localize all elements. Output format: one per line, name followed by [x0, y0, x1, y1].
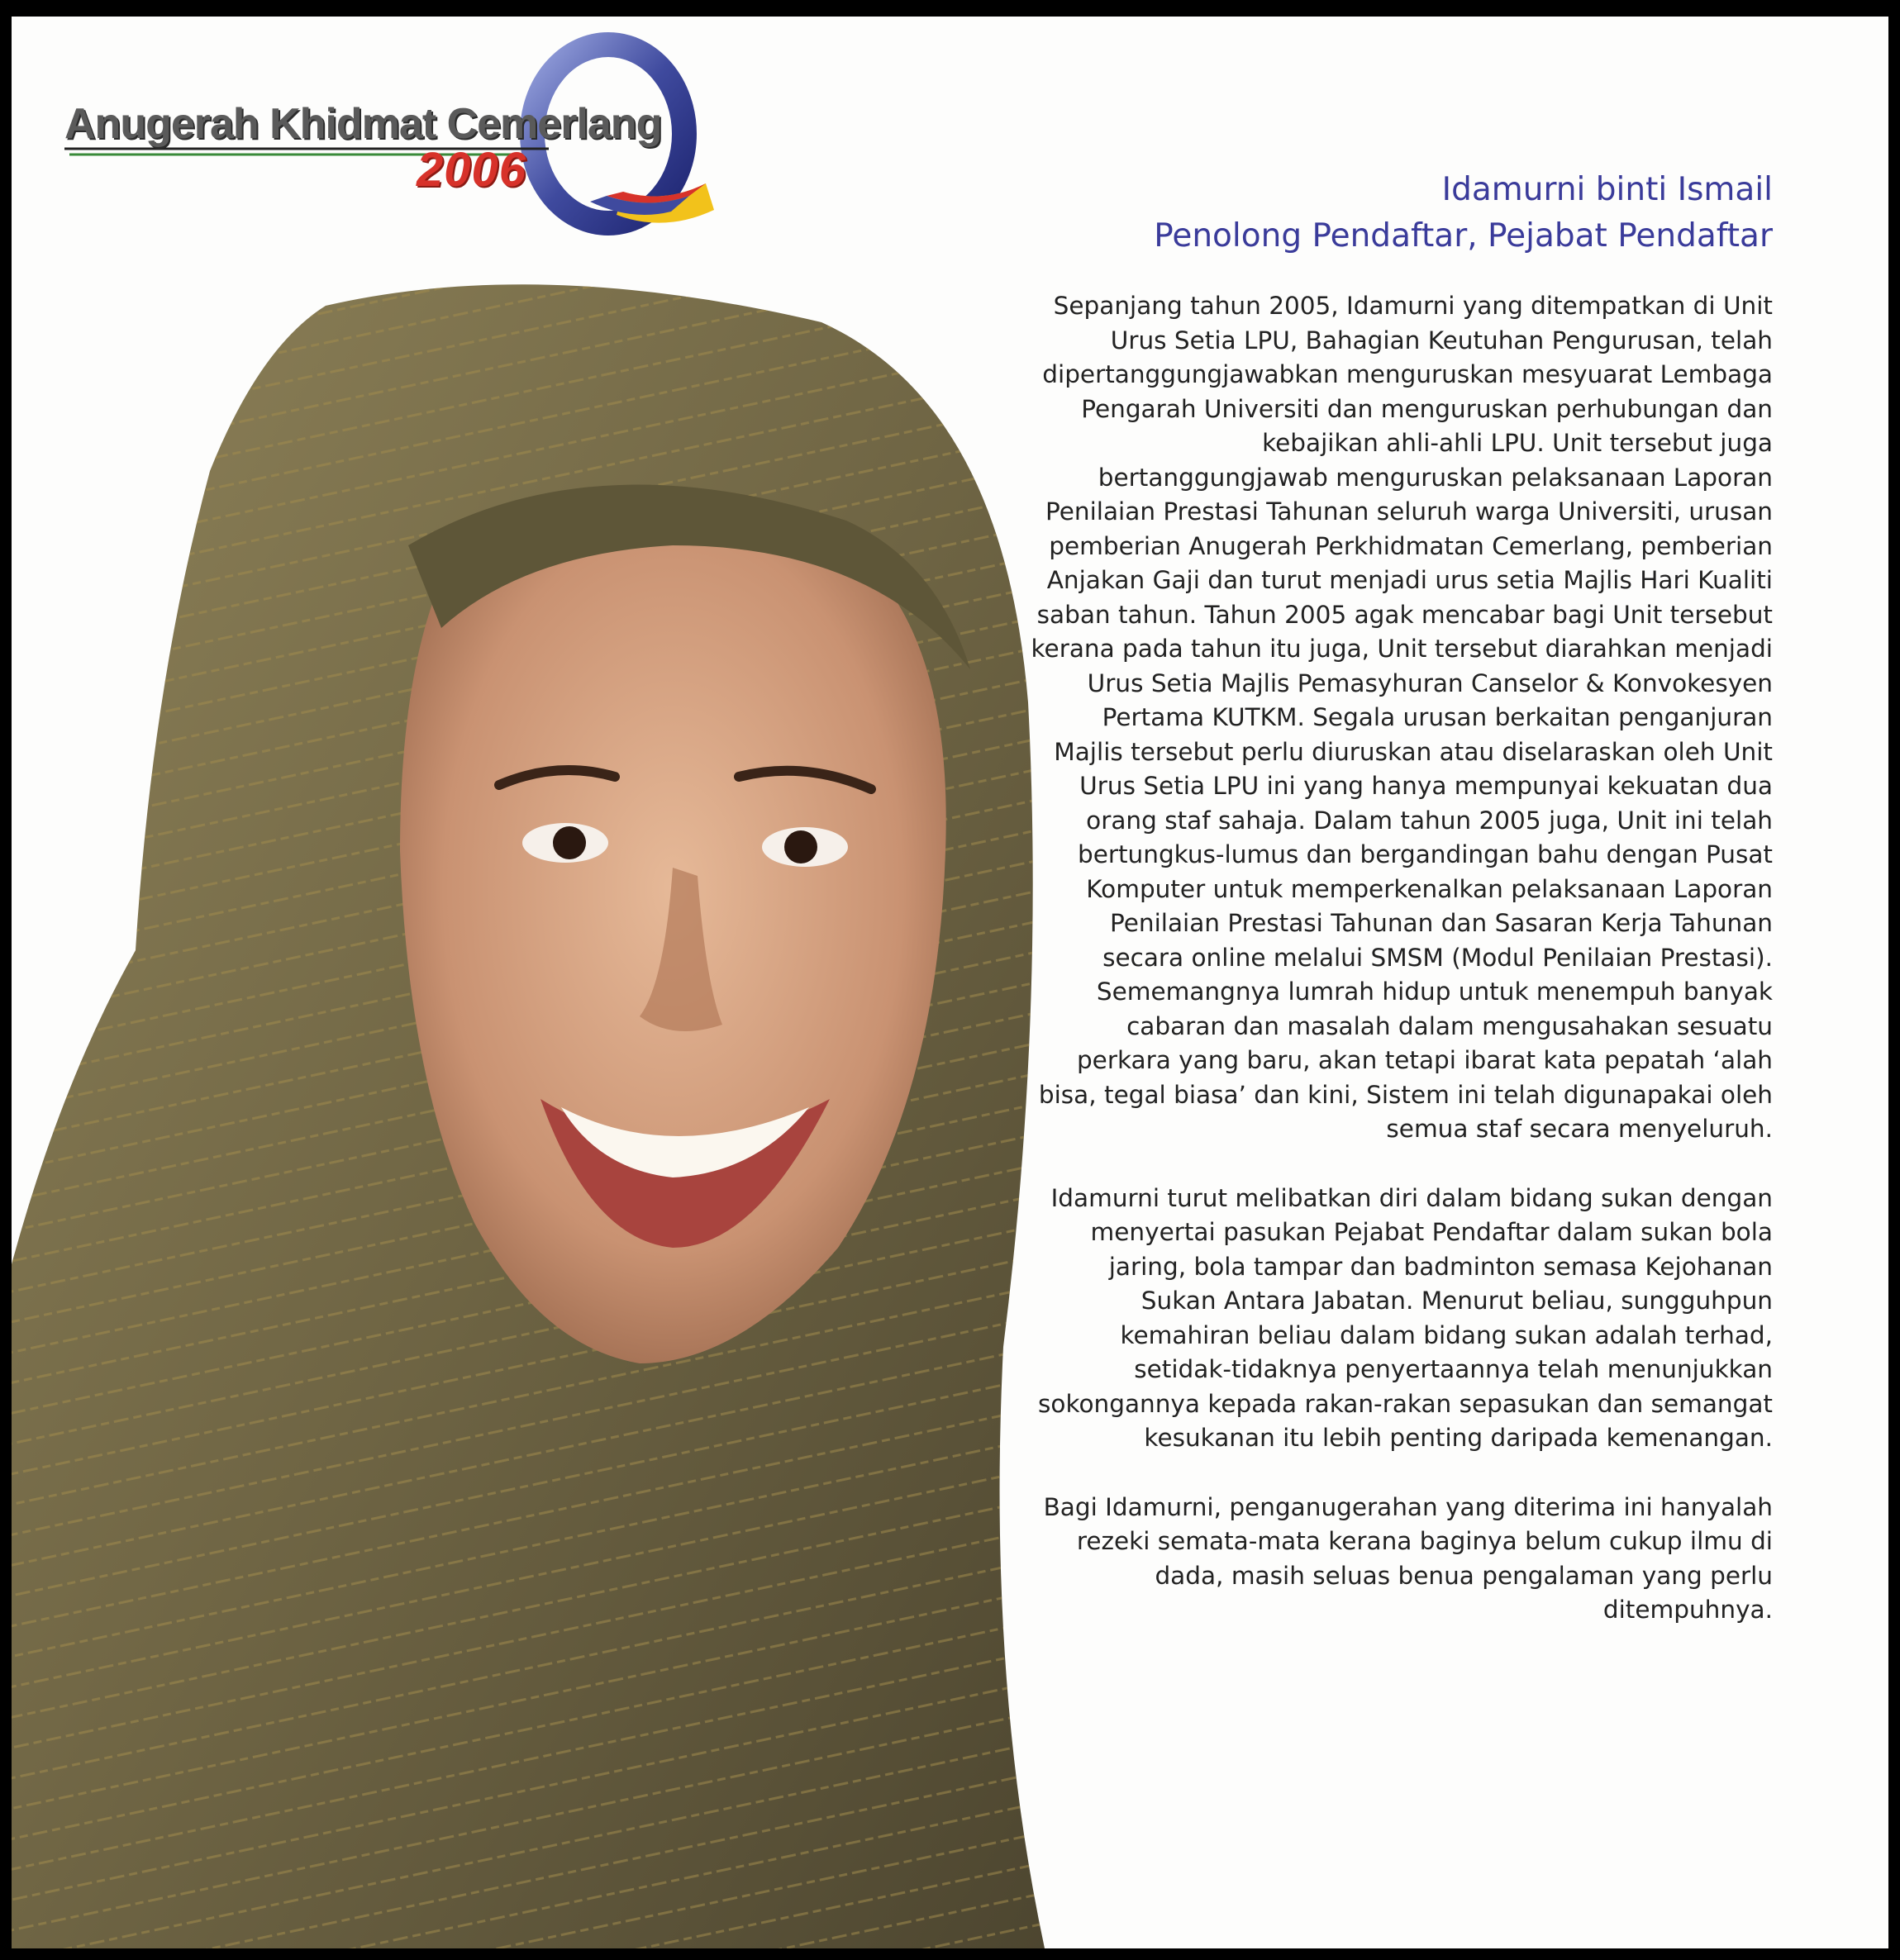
q-emblem-icon: [53, 26, 731, 274]
profile-heading: [1154, 167, 1773, 259]
article-paragraph-3: Bagi Idamurni, penganugerahan yang diterima ini hanyalah rezeki semata-mata kerana baginya belum cukup ilmu di dada, masih seluas benua pengalaman yang perlu ditempuhnya.: [1043, 1492, 1773, 1624]
award-title: Anugerah Khidmat Cemerlang: [64, 100, 662, 148]
article-paragraph-2: Idamurni turut melibatkan diri dalam bidang sukan dengan menyertai pasukan Pejabat Pendaftar dalam sukan bola jaring, bola tampar dan badminton semasa Kejohanan Sukan Antara Jabatan. Menurut beliau, sungguhpun kemahiran beliau dalam bidang sukan adalah terhad, setidak-tidaknya penyertaannya telah menunjukkan sokongannya kepada rakan-rakan sepasukan dan semangat kesukanan itu lebih penting daripada kemenangan.: [1038, 1183, 1773, 1452]
portrait-photo: [12, 273, 1053, 1948]
person-name: Idamurni binti Ismail: [1441, 171, 1773, 208]
award-year: 2006: [417, 143, 527, 197]
article-paragraph-1: Sepanjang tahun 2005, Idamurni yang ditempatkan di Unit Urus Setia LPU, Bahagian Keutuhan Pengurusan, telah dipertanggungjawabkan menguruskan mesyuarat Lembaga Pengarah Universiti dan menguruskan perhubungan dan kebajikan ahli-ahli LPU. Unit tersebut juga bertanggungjawab menguruskan pelaksanaan Laporan Penilaian Prestasi Tahunan seluruh warga Universiti, urusan pemberian Anugerah Perkhidmatan Cemerlang, pemberian Anjakan Gaji dan turut menjadi urus setia Majlis Hari Kualiti saban tahun. Tahun 2005 agak mencabar bagi Unit tersebut kerana pada tahun itu juga, Unit tersebut diarahkan menjadi Urus Setia Majlis Pemasyhuran Canselor & Konvokesyen Pertama KUTKM. Segala urusan berkaitan penganjuran Majlis tersebut perlu diuruskan atau diselaraskan oleh Unit Urus Setia LPU ini yang hanya mempunyai kekuatan dua orang staf sahaja. Dalam tahun 2005 juga, Unit ini telah bertungkus-lumus dan bergandingan bahu dengan Pusat Komputer untuk memperkenalkan pelaksanaan Laporan Penilaian Prestasi Tahunan dan Sasaran Kerja Tahunan secara online melalui SMSM (Modul Penilaian Prestasi). Sememangnya lumrah hidup untuk menempuh banyak cabaran dan masalah dalam mengusahakan sesuatu perkara yang baru, akan tetapi ibarat kata pepatah ‘alah bisa, tegal biasa’ dan kini, Sistem ini telah digunapakai oleh semua staf secara menyeluruh.: [1031, 292, 1773, 1143]
award-logo: [53, 26, 731, 274]
person-position: Penolong Pendaftar, Pejabat Pendaftar: [1154, 217, 1773, 255]
document-page: [12, 17, 1888, 1948]
article-body: [1029, 289, 1773, 1663]
